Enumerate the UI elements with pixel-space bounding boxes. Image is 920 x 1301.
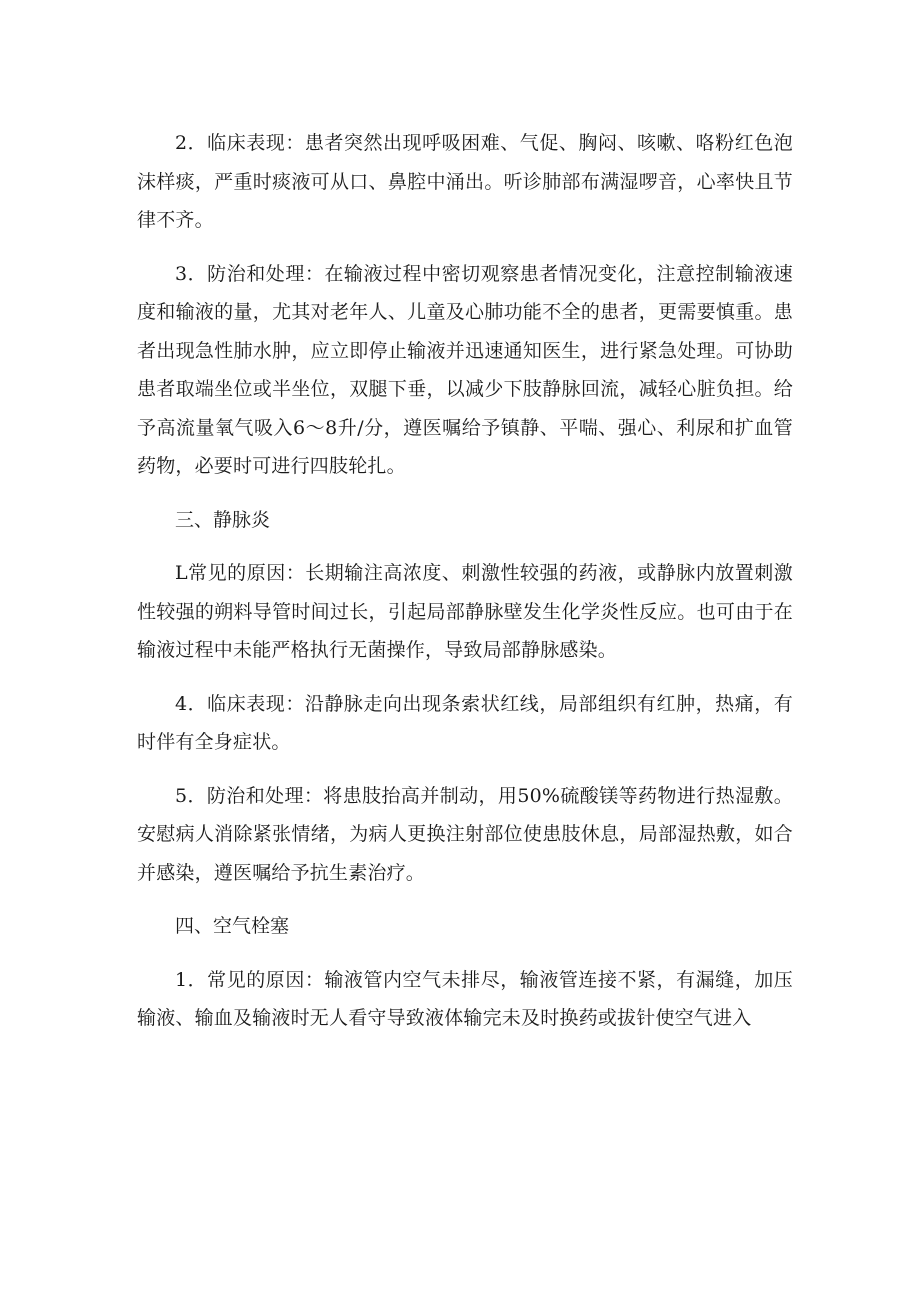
para-common-causes-air-1: 1．常见的原因：输液管内空气未排尽，输液管连接不紧，有漏缝，加压输液、输血及输液时无人看守导致液体输完未及时换药或拔针使空气进入: [137, 968, 793, 1029]
para-prevention-treatment-3: 3．防治和处理：在输液过程中密切观察患者情况变化，注意控制输液速度和输液的量，尤其对老年人、儿童及心肺功能不全的患者，更需要慎重。患者出现急性肺水肿，应立即停止输液并迅速通知医生，进行紧急处理。可协助患者取端坐位或半坐位，双腿下垂，以减少下肢静脉回流，减轻心脏负担。给予高流量氧气吸入6～8升/分，遵医嘱给予镇静、平喘、强心、利尿和扩血管药物，必要时可进行四肢轮扎。: [137, 262, 793, 477]
document-body: [137, 124, 793, 1053]
para-clinical-manifestation-4: 4．临床表现：沿静脉走向出现条索状红线，局部组织有红肿，热痛，有时伴有全身症状。: [137, 692, 793, 753]
section-heading-air-embolism: 四、空气栓塞: [175, 915, 290, 937]
para-common-causes-1: L常见的原因：长期输注高浓度、刺激性较强的药液，或静脉内放置刺激性较强的朔料导管时间过长，引起局部静脉壁发生化学炎性反应。也可由于在输液过程中未能严格执行无菌操作，导致局部静脉感染。: [137, 562, 793, 661]
section-heading-phlebitis: 三、静脉炎: [175, 508, 271, 531]
para-prevention-treatment-5: 5．防治和处理：将患肢抬高并制动，用50%硫酸镁等药物进行热湿敷。安慰病人消除紧张情绪，为病人更换注射部位使患肢休息，局部湿热敷，如合并感染，遵医嘱给予抗生素治疗。: [137, 784, 793, 884]
para-clinical-manifestation-2: 2．临床表现：患者突然出现呼吸困难、气促、胸闷、咳嗽、咯粉红色泡沫样痰，严重时痰液可从口、鼻腔中涌出。听诊肺部布满湿啰音，心率快且节律不齐。: [137, 132, 793, 231]
